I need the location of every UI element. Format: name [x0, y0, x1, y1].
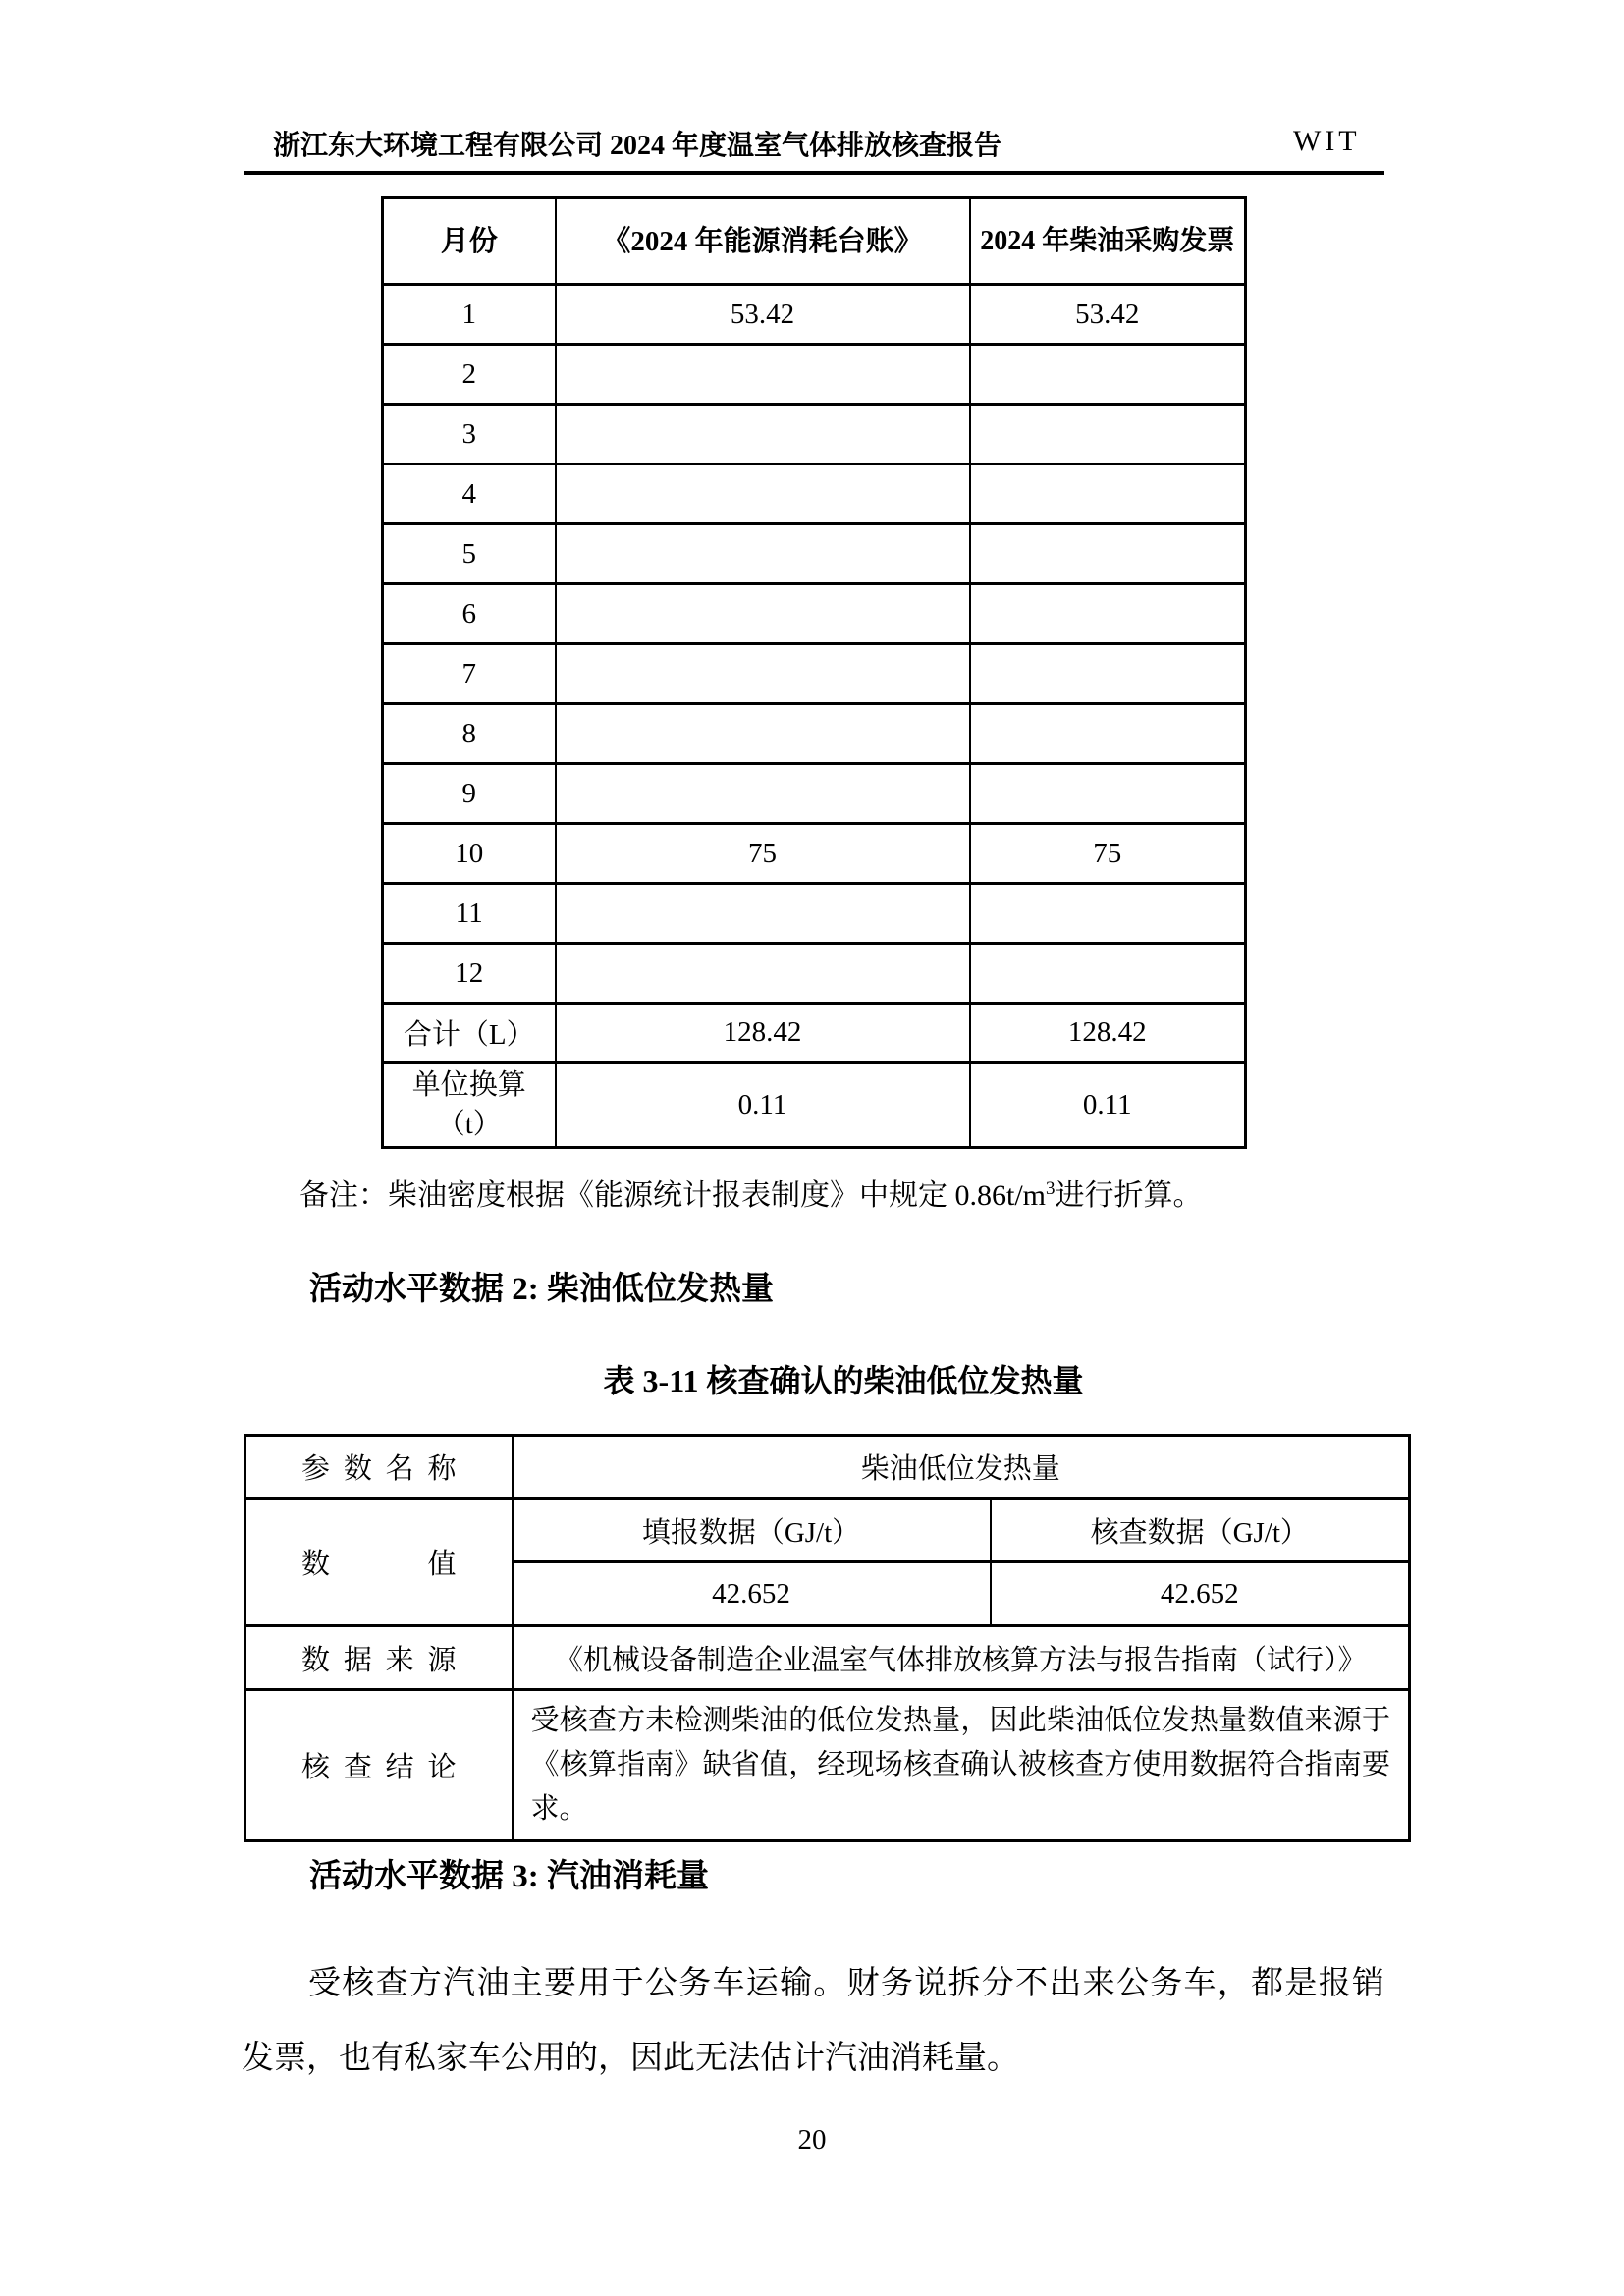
- param-label-cell: 参数名称: [245, 1436, 513, 1499]
- table-row-month-2: [383, 345, 1246, 405]
- invoice-cell: [970, 345, 1246, 405]
- invoice-cell: 53.42: [970, 285, 1246, 345]
- source-label-cell: 数据来源: [245, 1626, 513, 1690]
- table-footnote: [299, 1171, 1203, 1214]
- month-cell: 9: [383, 764, 556, 824]
- ledger-cell: [556, 644, 970, 704]
- invoice-cell: [970, 524, 1246, 584]
- section-heading-activity-data-2: 活动水平数据 2: 柴油低位发热量: [309, 1272, 774, 1307]
- table-row-month-10: [383, 824, 1246, 884]
- month-cell: 1: [383, 285, 556, 345]
- table-3-11-caption: 表 3-11 核查确认的柴油低位发热量: [603, 1363, 1084, 1398]
- ledger-cell: [556, 704, 970, 764]
- conclusion-row: [245, 1690, 1410, 1841]
- invoice-cell: [970, 884, 1246, 944]
- invoice-cell: [970, 944, 1246, 1004]
- unit-invoice-cell: 0.11: [970, 1063, 1246, 1148]
- table-row-month-12: [383, 944, 1246, 1004]
- invoice-cell: [970, 584, 1246, 644]
- param-value-cell: 柴油低位发热量: [513, 1436, 1410, 1499]
- month-cell: 12: [383, 944, 556, 1004]
- unit-ledger-cell: 0.11: [556, 1063, 970, 1148]
- paragraph-line-2: 发票，也有私家车公用的，因此无法估计汽油消耗量。: [242, 2041, 1019, 2076]
- paragraph-line-1: 受核查方汽油主要用于公务车运输。财务说拆分不出来公务车，都是报销: [308, 1966, 1384, 2001]
- table-row-month-3: [383, 405, 1246, 465]
- ledger-cell: [556, 884, 970, 944]
- section-heading-activity-data-3: 活动水平数据 3: 汽油消耗量: [309, 1859, 709, 1894]
- page-number: 20: [797, 2124, 827, 2156]
- col-header-ledger: 《2024 年能源消耗台账》: [556, 198, 970, 285]
- month-cell: 11: [383, 884, 556, 944]
- verified-value-cell: 42.652: [991, 1562, 1410, 1626]
- invoice-cell: [970, 704, 1246, 764]
- table-header-row: [383, 198, 1246, 285]
- ledger-cell: 75: [556, 824, 970, 884]
- param-name-row: [245, 1436, 1410, 1499]
- col-header-invoice: 2024 年柴油采购发票: [970, 198, 1246, 285]
- footnote-text-end: 进行折算。: [1055, 1179, 1203, 1212]
- total-label-cell: 合计（L）: [383, 1004, 556, 1063]
- verified-header-cell: 核查数据（GJ/t）: [991, 1499, 1410, 1562]
- invoice-cell: [970, 405, 1246, 465]
- month-cell: 6: [383, 584, 556, 644]
- total-invoice-cell: 128.42: [970, 1004, 1246, 1063]
- header-rule: [244, 171, 1384, 175]
- page-header-logo: WIT: [1293, 125, 1361, 157]
- table-row-month-7: [383, 644, 1246, 704]
- month-cell: 4: [383, 465, 556, 524]
- table-row-month-11: [383, 884, 1246, 944]
- table-row-month-9: [383, 764, 1246, 824]
- table-row-month-5: [383, 524, 1246, 584]
- value-label-cell: 数值: [245, 1499, 513, 1626]
- table-row-unit-conversion: [383, 1063, 1246, 1148]
- ledger-cell: [556, 405, 970, 465]
- value-header-row: [245, 1499, 1410, 1562]
- footnote-superscript: 3: [1046, 1178, 1056, 1199]
- data-source-row: [245, 1626, 1410, 1690]
- invoice-cell: [970, 764, 1246, 824]
- diesel-consumption-table: [381, 196, 1247, 1149]
- ledger-cell: [556, 944, 970, 1004]
- ledger-cell: [556, 584, 970, 644]
- ledger-cell: [556, 764, 970, 824]
- table-row-month-6: [383, 584, 1246, 644]
- source-value-cell: 《机械设备制造企业温室气体排放核算方法与报告指南（试行）》: [513, 1626, 1410, 1690]
- conclusion-label-cell: 核查结论: [245, 1690, 513, 1841]
- gasoline-paragraph: [242, 1946, 1384, 2096]
- ledger-cell: [556, 465, 970, 524]
- table-row-total: [383, 1004, 1246, 1063]
- month-cell: 2: [383, 345, 556, 405]
- total-ledger-cell: 128.42: [556, 1004, 970, 1063]
- ledger-cell: 53.42: [556, 285, 970, 345]
- unit-label-cell: 单位换算（t）: [383, 1063, 556, 1148]
- month-cell: 10: [383, 824, 556, 884]
- footnote-text: 备注：柴油密度根据《能源统计报表制度》中规定 0.86t/m: [299, 1179, 1047, 1212]
- invoice-cell: [970, 465, 1246, 524]
- col-header-month: 月份: [383, 198, 556, 285]
- month-cell: 8: [383, 704, 556, 764]
- invoice-cell: [970, 644, 1246, 704]
- invoice-cell: 75: [970, 824, 1246, 884]
- month-cell: 7: [383, 644, 556, 704]
- table-row-month-4: [383, 465, 1246, 524]
- page-header-title: 浙江东大环境工程有限公司 2024 年度温室气体排放核查报告: [273, 131, 1002, 161]
- month-cell: 5: [383, 524, 556, 584]
- month-cell: 3: [383, 405, 556, 465]
- table-row-month-1: [383, 285, 1246, 345]
- ledger-cell: [556, 524, 970, 584]
- reported-header-cell: 填报数据（GJ/t）: [513, 1499, 991, 1562]
- conclusion-value-cell: 受核查方未检测柴油的低位发热量，因此柴油低位发热量数值来源于《核算指南》缺省值，经现场核查确认被核查方使用数据符合指南要求。: [513, 1690, 1410, 1841]
- ledger-cell: [556, 345, 970, 405]
- table-row-month-8: [383, 704, 1246, 764]
- heating-value-table: [244, 1434, 1411, 1842]
- reported-value-cell: 42.652: [513, 1562, 991, 1626]
